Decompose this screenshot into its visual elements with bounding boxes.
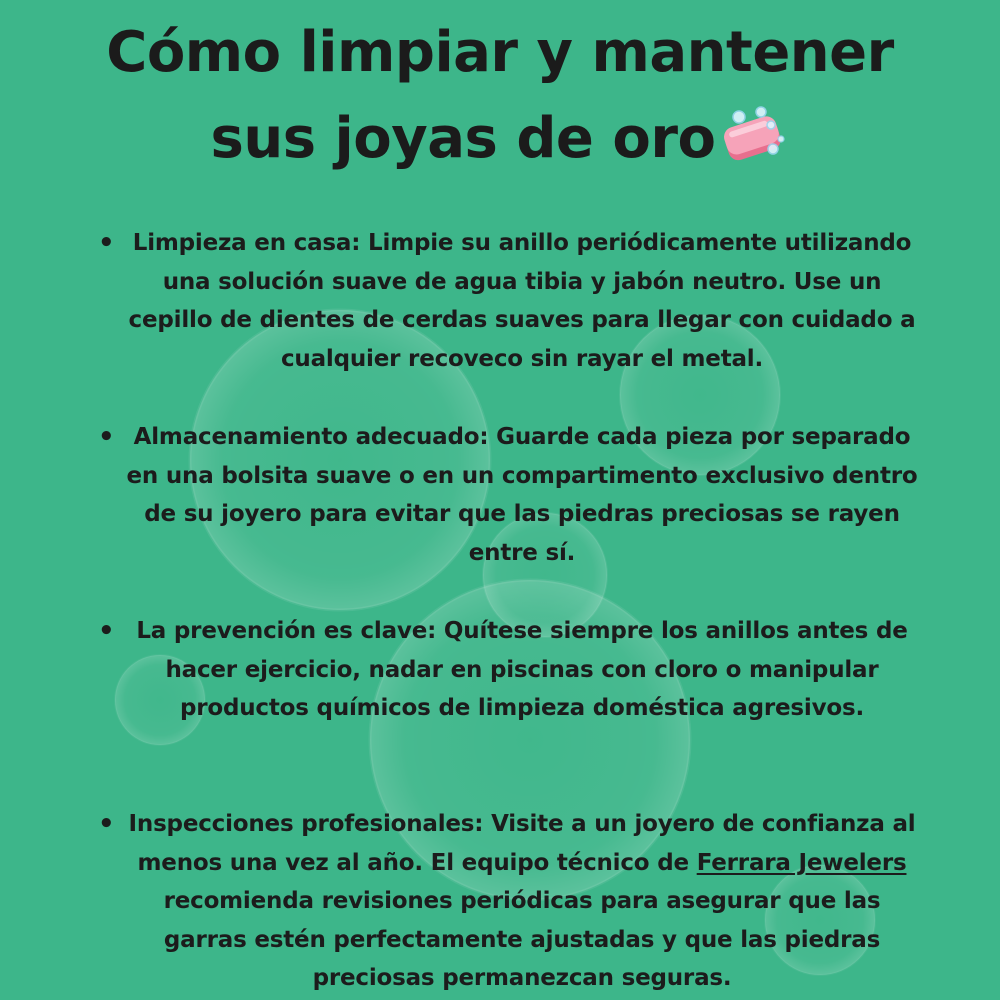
tip-inspections-text-before: Inspecciones profesionales: Visite a un joyero de confianza al menos una vez al año. El equipo técnico de: [128, 811, 916, 876]
bullet: •: [98, 422, 115, 452]
bullet: •: [98, 228, 115, 258]
title-line-1: Cómo limpiar y mantener: [106, 20, 894, 85]
bullet: •: [98, 616, 115, 646]
bullet: •: [98, 809, 115, 839]
title-line-2-text: sus joyas de oro: [210, 106, 716, 171]
tip-inspections: [122, 805, 922, 998]
ferrara-jewelers-link[interactable]: Ferrara Jewelers: [696, 849, 907, 876]
tip-storage: Almacenamiento adecuado: Guarde cada pieza por separado en una bolsita suave o en un compartimento exclusivo dentro de su joyero para evitar que las piedras preciosas se rayen entre sí.: [126, 424, 918, 566]
tip-prevention: La prevención es clave: Quítese siempre los anillos antes de hacer ejercicio, nadar en piscinas con cloro o manipular productos químicos de limpieza doméstica agresivos.: [136, 618, 908, 721]
tip-home-cleaning: Limpieza en casa: Limpie su anillo periódicamente utilizando una solución suave de agua tibia y jabón neutro. Use un cepillo de dientes de cerdas suaves para llegar con cuidado a cualquier recoveco sin rayar el metal.: [128, 230, 916, 372]
tip-inspections-text-after: recomienda revisiones periódicas para asegurar que las garras estén perfectamente ajustadas y que las piedras preciosas permanezcan seguras.: [163, 888, 881, 991]
